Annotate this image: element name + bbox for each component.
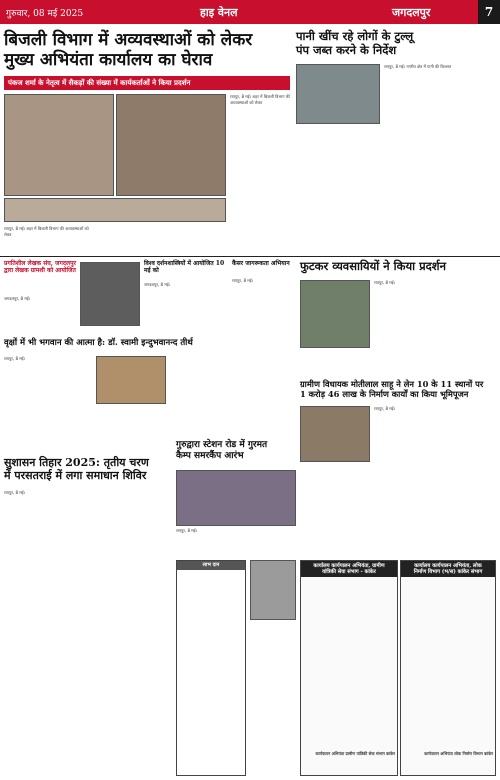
lead-dateline-right: रायपुर, 8 मई। शहर में बिजली विभाग की अव्यवस्थाओं को लेकर bbox=[230, 94, 290, 105]
water-headline-line1: पानी खींच रहे लोगों के टुल्लू bbox=[296, 29, 414, 43]
vriksh-body-col3 bbox=[170, 356, 294, 452]
vriksh-body-col2 bbox=[96, 406, 166, 452]
road-body bbox=[374, 406, 496, 462]
hawkers-dateline: रायपुर, 8 मई। bbox=[374, 280, 396, 285]
tender2-body bbox=[401, 577, 495, 749]
tender2-footer: कार्यपालन अभियंता लोक निर्माण विभाग कांकेर bbox=[424, 751, 493, 757]
road-photo bbox=[300, 406, 370, 462]
lead-headline-line1: बिजली विभाग में अव्यवस्थाओं को लेकर bbox=[4, 30, 253, 50]
divider bbox=[0, 256, 500, 257]
issue-date: गुरुवार, 08 मई 2025 bbox=[6, 8, 84, 19]
lead-dateline: रायपुर, 8 मई। शहर में बिजली विभाग की अव्यवस्थाओं को लेकर bbox=[4, 226, 89, 237]
hawkers-body-col1 bbox=[300, 350, 370, 376]
sushasan-headline-line1: सुशासन तिहार 2025: तृतीय चरण bbox=[4, 456, 149, 469]
classified-title: लाभ दान bbox=[177, 561, 245, 570]
hawkers-photo bbox=[300, 280, 370, 348]
cancer-body bbox=[232, 278, 294, 328]
masthead bbox=[0, 0, 500, 24]
tender-notice-1 bbox=[300, 560, 398, 776]
station-headline bbox=[176, 440, 296, 462]
road-headline-line1: ग्रामीण विधायक मोतीलाल साहू ने लेन 10 के 11 स्थानों पर bbox=[300, 379, 484, 389]
tender1-title bbox=[301, 561, 397, 577]
tender1-footer: कार्यपालन अभियंता ग्रामीण यांत्रिकी सेवा संभाग कांकेर bbox=[315, 751, 395, 757]
tender2-title-line2: निर्माण विभाग (भ/स) कांकेर संभाग bbox=[413, 569, 483, 576]
writers-dateline: जगदलपुर, 8 मई। bbox=[4, 296, 31, 301]
hawkers-body bbox=[374, 280, 496, 376]
tender1-title-line1: कार्यालय कार्यपालन अभियंता, ग्रामीण bbox=[313, 563, 385, 569]
philosophy-headline: विश्व दर्शनशास्त्रियों में आयोजित 10 मई को bbox=[144, 260, 225, 275]
sushasan-body-col2 bbox=[92, 490, 172, 778]
lead-photo-1 bbox=[4, 94, 114, 196]
water-dateline: रायपुर, 8 मई। नगरीय क्षेत्र में पानी की किल्लत bbox=[384, 64, 452, 69]
water-body-col1 bbox=[296, 126, 380, 254]
tender1-body bbox=[301, 577, 397, 749]
lead-body-right bbox=[230, 94, 290, 224]
water-photo bbox=[296, 64, 380, 124]
tender2-title bbox=[401, 561, 495, 577]
vriksh-body-col1 bbox=[4, 356, 92, 452]
lead-headline-line2: मुख्य अभियंता कार्यालय का घेराव bbox=[4, 50, 213, 71]
lead-body bbox=[4, 226, 290, 254]
station-body bbox=[176, 528, 296, 556]
station-headline-line1: गुरुद्वारा स्टेशन रोड में गुरमत bbox=[176, 440, 268, 450]
philosophy-dateline: जगदलपुर, 8 मई। bbox=[144, 282, 171, 287]
vriksh-photo bbox=[96, 356, 166, 404]
vriksh-dateline: रायपुर, 8 मई। bbox=[4, 356, 26, 361]
classified-body bbox=[177, 570, 245, 775]
station-photo bbox=[176, 470, 296, 526]
lead-photo-2 bbox=[116, 94, 226, 196]
cancer-dateline: रायपुर, 8 मई। bbox=[232, 278, 254, 283]
tender-notice-2 bbox=[400, 560, 496, 776]
sushasan-dateline: रायपुर, 8 मई। bbox=[4, 490, 26, 495]
water-headline-line2: पंप जब्त करने के निर्देश bbox=[296, 42, 397, 57]
sushasan-body-col1 bbox=[4, 490, 88, 778]
vriksh-headline: वृक्षों में भी भगवान की आत्मा है: डॉ. स्वामी इन्दुभवानन्द तीर्थ bbox=[4, 338, 193, 348]
water-headline bbox=[296, 30, 496, 58]
edition-city: जगदलपुर bbox=[392, 5, 431, 19]
station-headline-line2: कैम्प समरकैंप आरंभ bbox=[176, 450, 244, 461]
station-dateline: रायपुर, 8 मई। bbox=[176, 528, 198, 533]
sushasan-headline-line2: में परसतराई में लगा समाधान शिविर bbox=[4, 469, 147, 483]
philosophy-body bbox=[144, 282, 228, 336]
road-headline-line2: 1 करोड़ 46 लाख के निर्माण कार्यों का किया भूमिपूजन bbox=[300, 388, 469, 399]
tender2-title-line1: कार्यालय कार्यपालन अभियंता, लोक bbox=[414, 563, 482, 569]
notice-photo bbox=[250, 560, 296, 620]
road-body-cols bbox=[300, 466, 496, 556]
writers-photo bbox=[80, 262, 140, 326]
notice-body bbox=[250, 622, 296, 776]
lead-photo-strip bbox=[4, 198, 226, 222]
road-dateline: रायपुर, 8 मई। bbox=[374, 406, 396, 411]
cancer-headline: कैंसर जागरूकता अभियान bbox=[232, 260, 290, 267]
lead-headline bbox=[4, 30, 290, 71]
hawkers-headline: फुटकर व्यवसायियों ने किया प्रदर्शन bbox=[300, 259, 446, 273]
paper-name: हाइ वेनल bbox=[200, 5, 238, 19]
page-number: 7 bbox=[478, 0, 500, 24]
tender1-title-line2: यांत्रिकी सेवा संभाग - कांकेर bbox=[322, 569, 376, 576]
writers-headline: प्रगतिशील लेखक संघ, जगदलपुर द्वारा लेखक ग्रामशी को आयोजित bbox=[4, 260, 76, 275]
road-headline bbox=[300, 380, 496, 400]
water-body-col2 bbox=[384, 64, 496, 254]
sushasan-headline bbox=[4, 456, 172, 482]
classified-box bbox=[176, 560, 246, 776]
lead-subhead: पंकज शर्मा के नेतृत्व में सैकड़ों की संख्या में कार्यकर्ताओं ने किया प्रदर्शन bbox=[4, 76, 290, 90]
writers-body bbox=[4, 296, 78, 336]
